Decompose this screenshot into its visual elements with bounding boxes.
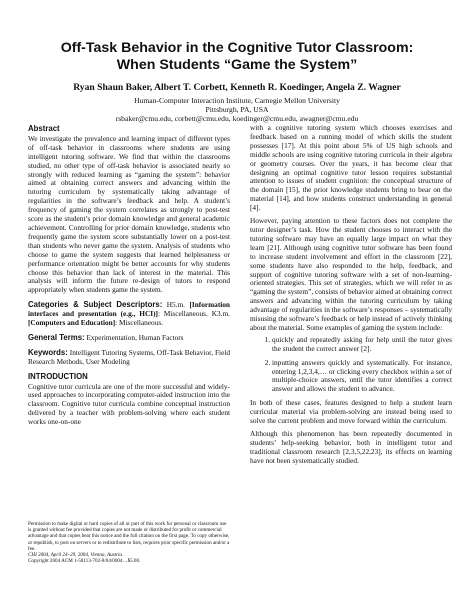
affiliation-city: Pittsburgh, PA, USA [205,105,269,114]
list-item: 1. quickly and repeatedly asking for help until the tutor gives the student the correct answer [2]. [272,336,452,354]
introduction-text: Cognitive tutor curricula are one of the more successful and widely-used approaches to incorporating computer-aided instruction into the classroom. Cognitive tutor curricula combine conceptual instruction delivered by a teacher with problem-solving where each student works one-on-one [28,381,230,427]
right-column [250,124,452,466]
body-paragraph-2: However, paying attention to these factors does not complete the tutor designer’s task. How the student chooses to interact with the tutoring software may have an equally large impact on what they learn [21]. Although using cognitive tutor software has been found to increase student involvement and effort in the classroom [22], some students have also responded to the help, feedback, and support of cognitive tutoring software with a set of non-learning-oriented strategies. This set of strategies, which we will refer to as “gaming the system”, consists of behavior aimed at obtaining correct answers and advancing within the tutoring curriculum by taking advantage of regularities in the software’s responses – systematically misusing the software’s feedback or help instead of actively thinking about the material. Some examples of gaming the system include: [250,216,452,332]
general-terms-label: General Terms: [28,332,85,342]
title-line-1: Off-Task Behavior in the Cognitive Tutor Classroom: [60,40,414,56]
general-terms-text: Experimentation, Human Factors [84,332,184,342]
abstract-heading: Abstract [28,124,60,133]
copyright-line: Copyright 2004 ACM 1-58113-702-8/04/0004…$5.00. [28,558,141,565]
copyright-footnote [28,521,230,564]
title-line-2: When Students “Game the System” [116,57,358,73]
keywords-paragraph [28,349,230,367]
categories-misc-2: : Miscellaneous. [115,318,163,328]
abstract-text: We investigate the prevalence and learning impact of different types of off-task behavior in classrooms where students are using intelligent tutoring software. We find that within the classrooms studied, no other type of off-task behavior is associated nearly so strongly with reduced learning as “gaming the system”: behavior aimed at obtaining correct answers and advancing within the tutoring curriculum by systematically taking advantage of regularities in the software’s feedback and help. A student’s frequency of gaming the system correlates as strongly to post-test score as the student’s prior domain knowledge and general academic achievement. Controlling for prior domain knowledge, students who frequently game the system score substantially lower on a post-test than students who never game the system. Analysis of students who choose to game the system suggests that learned helplessness or performance orientation might be better accounts for why students choose this behavior than lack of interest in the material. This analysis will inform the future re-design of tutors to respond appropriately when students game the system. [28,133,230,295]
left-column [28,125,230,427]
keywords-label: Keywords: [28,347,68,357]
categories-hci: [Information interfaces and presentation (e.g., HCI)] [28,300,230,319]
permission-notice: Permission to make digital or hard copies of all or part of this work for personal or classroom use is granted without fee provided that copies are not made or distributed for profit or commercial advantage and that copies bear this notice and the full citation on the first page. To copy otherwise, or republish, to post on servers or to redistribute to lists, requires prior specific permission and/or a fee. [28,521,230,552]
author-emails: rsbaker@cmu.edu, corbett@cmu.edu, koedinger@cmu.edu, awagner@cmu.edu [115,114,359,123]
paper-title [20,40,454,74]
categories-paragraph [28,301,230,328]
affiliation-institute: Human-Computer Interaction Institute, Carnegie Mellon University [134,96,340,105]
categories-h5m: H5.m. [166,300,186,310]
body-paragraph-1: with a cognitive tutoring system which chooses exercises and feedback based on a running model of which skills the student possesses [17]. At this point about 5% of US high schools and middle schools are using cognitive tutoring curricula in their algebra or geometry courses. Over the years, it has become clear that designing an optimal cognitive tutor lesson requires substantial attention to issues of student cognition: the conceptual structure of the domain [15], the prior knowledge students bring to bear on the material [14], and how students construct understanding in general [4]. [250,123,452,213]
introduction-heading: INTRODUCTION [28,371,88,381]
author-list: Ryan Shaun Baker, Albert T. Corbett, Kenneth R. Koedinger, Angela Z. Wagner [73,82,401,93]
conference-line: CHI 2004, April 24–29, 2004, Vienna, Austria. [28,552,124,559]
body-paragraph-3: In both of these cases, features designed to help a student learn curricular material via problem-solving are instead being used to solve the current problem and move forward within the curriculum. [250,398,452,426]
categories-misc-1: : Miscellaneous. K3.m. [157,309,230,319]
body-paragraph-4: Although this phenomenon has been repeatedly documented in students’ help-seeking behavior, both in intelligent tutor and traditional classroom research [2,3,5,22,23], its effects on learning have not been systematically studied. [250,429,452,465]
list-item: 2. inputting answers quickly and systematically. For instance, entering 1,2,3,4,… or clicking every checkbox within a set of multiple-choice answers, until the tutor identifies a correct answer and allows the student to advance. [272,359,452,395]
keywords-text: Intelligent Tutoring Systems, Off-Task Behavior, Field Research Methods, User Modeling [28,347,230,366]
general-terms-paragraph [28,334,230,343]
gaming-examples-list [250,336,452,394]
categories-education: [Computers and Education] [28,318,116,328]
categories-label: Categories & Subject Descriptors: [28,300,163,310]
